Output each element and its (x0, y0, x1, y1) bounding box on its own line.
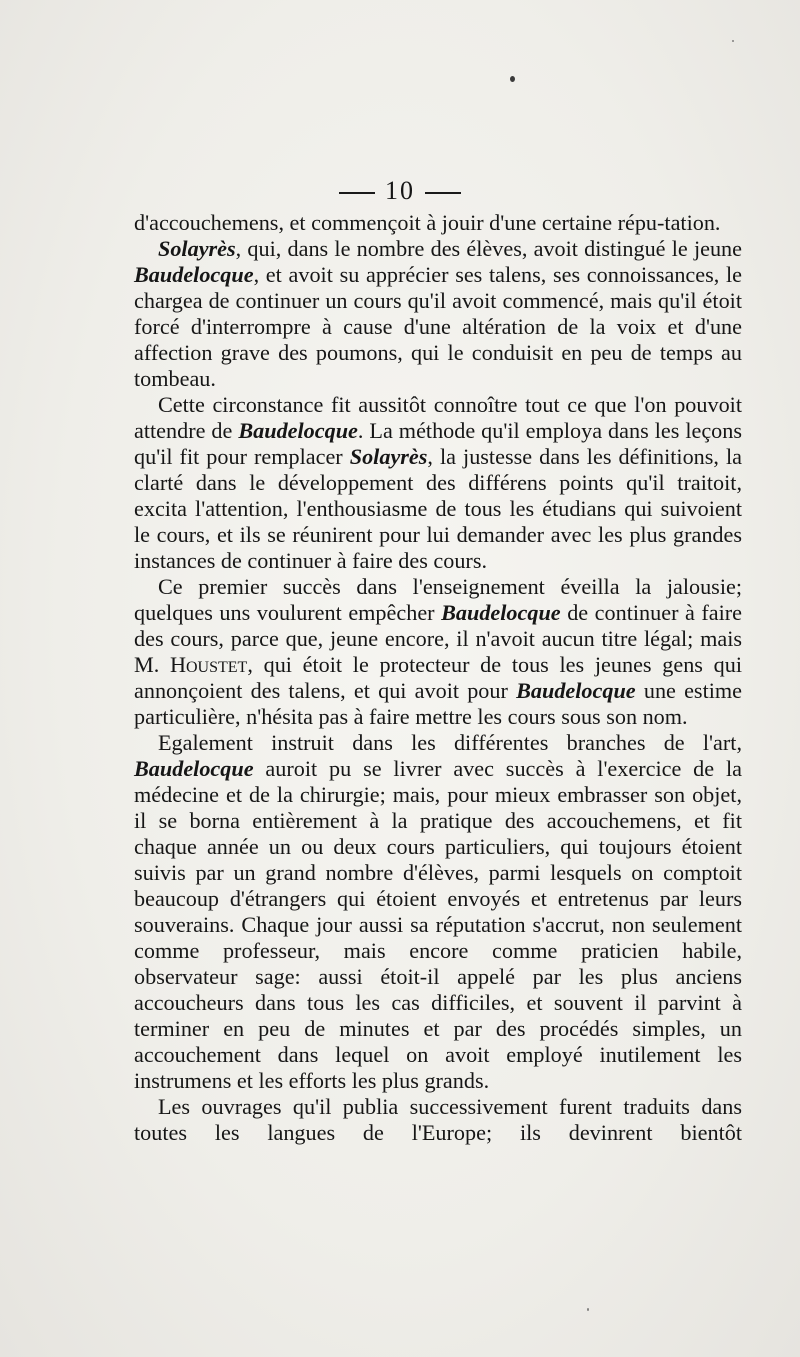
ink-speck (510, 76, 515, 82)
page-number: 10 (385, 176, 415, 205)
text-run: , qui étoit le protecteur de tous les jeunes gens qui annonçoient des talens, et qui avoit pour (134, 652, 742, 703)
text-run: . La méthode qu'il employa dans les leçons qu'il fit pour remplacer (134, 418, 742, 469)
text-run: Egalement instruit dans les différentes branches de l'art, (158, 730, 742, 755)
text-run: de continuer à faire des cours, parce que, jeune encore, il n'avoit aucun titre légal; mais M. (134, 600, 743, 677)
text-run: Ce premier succès dans l'enseignement éveilla la jalousie; quelques uns voulurent empêcher (134, 574, 742, 625)
paragraph-4 (134, 730, 742, 1094)
text-run: auroit pu se livrer avec succès à l'exercice de la médecine et de la chirurgie; mais, pour mieux embrasser son objet, il se borna entièrement à la pratique des accouchemens, et fit chaque année un ou deux cours particuliers, qui toujours étoient suivis par un grand nombre d'élèves, parmi lesquels on comptoit beaucoup d'étrangers qui étoient envoyés et entretenus par leurs souverains. Chaque jour aussi sa réputation s'accrut, non seulement comme professeur, mais encore comme praticien habile, observateur sage: aussi étoit-il appelé par les plus anciens accoucheurs dans tous les cas difficiles, et souvent il parvint à terminer en peu de minutes et par des procédés simples, un accouchement dans lequel on avoit employé inutilement les instrumens et les efforts les plus grands. (134, 756, 742, 1093)
person-name: Solayrès (158, 236, 236, 261)
paragraph-0 (134, 210, 742, 236)
person-name: Baudelocque (134, 262, 254, 287)
text-run: d'accouchemens, et commençoit à jouir d'une certaine répu-tation. (134, 210, 721, 235)
text-run: , la justesse dans les définitions, la clarté dans le développement des différens points qu'il traitoit, excita l'attention, l'enthousiasme de tous les étudians qui suivoient le cours, et ils se réunirent pour lui demander avec les plus grandes instances de continuer à faire des cours. (134, 444, 742, 573)
paragraph-5 (134, 1094, 742, 1146)
person-name: Baudelocque (516, 678, 636, 703)
paragraph-2 (134, 392, 742, 574)
paragraph-1 (134, 236, 742, 392)
text-run: une estime particulière, n'hésita pas à faire mettre les cours sous son nom. (134, 678, 743, 729)
page-number-header (0, 176, 800, 206)
person-name: Baudelocque (238, 418, 358, 443)
text-run: Cette circonstance fit aussitôt connoître tout ce que l'on pouvoit attendre de (134, 392, 742, 443)
text-run: , et avoit su apprécier ses talens, ses connoissances, le chargea de continuer un cours qu'il avoit commencé, mais qu'il étoit forcé d'interrompre à cause d'une altération de la voix et d'une affection grave des poumons, qui le conduisit en peu de temps au tombeau. (134, 262, 742, 391)
left-dash (339, 192, 375, 194)
person-name: Solayrès (349, 444, 428, 469)
text-run: Les ouvrages qu'il publia successivement furent traduits dans toutes les langues de l'Europe; ils devinrent bientôt (134, 1094, 742, 1145)
right-dash (425, 192, 461, 194)
person-name-smallcaps: Houstet (169, 652, 248, 677)
body-text (134, 210, 742, 1146)
ink-speck (587, 1308, 589, 1311)
ink-speck (732, 40, 734, 42)
person-name: Baudelocque (441, 600, 561, 625)
paragraph-3 (134, 574, 742, 730)
person-name: Baudelocque (134, 756, 254, 781)
text-run: , qui, dans le nombre des élèves, avoit distingué le jeune (235, 236, 742, 261)
